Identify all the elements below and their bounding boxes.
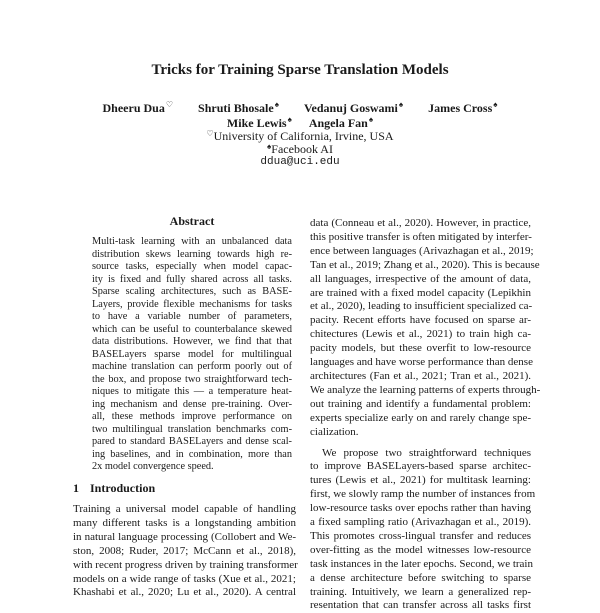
text-line: are trained with a fixed model capacity (Lepikhin [310, 286, 531, 299]
author-list-row-1 [0, 100, 600, 116]
abstract-body [92, 236, 292, 474]
text-line: This promotes cross-lingual transfer and reduces [310, 529, 531, 542]
text-line: two multilingual translation benchmarks com- [92, 423, 292, 435]
text-line: cialization. [310, 425, 359, 438]
text-line: task instances in the later epochs. Second, we train [310, 557, 533, 570]
text-line: over-fitting as the model witnesses low-resource [310, 543, 531, 556]
text-line: all languages, irrespective of the amount of data, [310, 272, 531, 285]
text-line: pacity. Recent efforts have focused on sparse ar- [310, 314, 531, 327]
text-line: all, these methods improve performance on [92, 411, 292, 422]
text-line: which can be useful to counterbalance skewed [92, 323, 292, 335]
text-line: We analyze the learning patterns of experts through- [310, 383, 541, 396]
text-line: a dense architecture before switching to sparse [310, 571, 531, 584]
author: Dheeru Dua♡ [102, 100, 174, 115]
text-line: a fixed sampling ratio (Arivazhagan et al., 2019). [310, 516, 531, 529]
text-line: first, we slowly ramp the number of instances from [310, 488, 536, 501]
text-line: distribution skews learning towards high re- [92, 248, 292, 260]
text-line: with recent progress driven by training transformer [73, 558, 298, 571]
text-line: to have a variable number of parameters, [92, 311, 292, 322]
text-line: Layers, provide flexible mechanisms for tasks [92, 298, 292, 310]
text-line: BASELayers sparse model for multilingual [92, 348, 292, 360]
text-line: We propose two straightforward techniques [322, 446, 531, 459]
text-line: low-resource tasks over epochs rather than having [310, 502, 531, 515]
text-line: et al., 2020), leading to insufficient specialized ca- [310, 300, 533, 313]
right-column-body [310, 217, 541, 613]
abstract-heading: Abstract [169, 214, 215, 228]
paper-title: Tricks for Training Sparse Translation Models [151, 62, 449, 78]
text-line: machine translation can perform poorly out of [92, 361, 292, 372]
paragraph-gap [310, 440, 531, 447]
text-line: ing baselines, and in combination, more than [92, 448, 292, 460]
introduction-body [73, 503, 296, 600]
text-line: ston, 2008; Ruder, 2017; McCann et al., 2018), [73, 544, 296, 557]
text-line: Multi-task learning with an unbalanced data [92, 236, 292, 247]
text-line: source tasks, especially when model capac- [92, 261, 292, 272]
text-line: out training and identify a fundamental problem: [310, 397, 531, 410]
text-line: Training a universal model capable of handling [73, 503, 296, 515]
text-line: to improve BASELayers-based sparse architec- [310, 460, 531, 473]
text-line: tures (Lewis et al., 2021) for multitask learning: [310, 474, 531, 487]
text-line: data (Conneau et al., 2020). However, in practice, [310, 217, 531, 229]
text-line: architectures (Fan et al., 2021; Tran et al., 2021). [310, 369, 531, 382]
text-line: chitectures (Lewis et al., 2021) to train high ca- [310, 328, 531, 341]
author: Shruti Bhosale♠ [198, 100, 279, 115]
text-line: Sparse scaling architectures, such as BASE- [92, 286, 292, 297]
author: Mike Lewis♠ [226, 115, 292, 130]
text-line: many different tasks is a longstanding ambition [73, 516, 296, 529]
section-heading-introduction: 1 Introduction [73, 481, 156, 495]
text-line: languages and have worse performance than dense [310, 356, 533, 369]
author: Angela Fan♠ [308, 115, 374, 130]
text-line: the box, and propose two straightforward tech- [92, 373, 292, 385]
text-line: 2x model convergence speed. [92, 461, 214, 472]
text-line: pacity models, but these overfit to low-resource [310, 342, 531, 355]
author: James Cross♠ [428, 100, 498, 115]
author-email: ddua@uci.edu [260, 156, 340, 168]
text-line: Khashabi et al., 2020; Lu et al., 2020). A central [73, 586, 296, 599]
text-line: data distributions. However, we find that that [92, 336, 292, 347]
text-line: resentation that can transfer across all tasks first [310, 599, 531, 612]
text-line: this positive transfer is often mitigated by interfer- [310, 230, 532, 243]
text-line: training. Intuitively, we learn a generalized rep- [310, 585, 531, 598]
text-line: models on a wide range of tasks (Xue et al., 2021; [73, 572, 296, 585]
affiliation-uci: ♡University of California, Irvine, USA [206, 129, 394, 143]
text-line: in natural language processing (Collobert and We- [73, 530, 296, 543]
text-line: ence between languages (Arivazhagan et al., 2019; [310, 244, 534, 257]
text-line: pared to standard BASELayers and dense scal- [92, 436, 292, 447]
text-line: experts specialize early on and rarely change spe- [310, 411, 531, 424]
text-line: niques to mitigate this — a temperature heat- [92, 386, 292, 397]
text-line: Tan et al., 2019; Zhang et al., 2020). This is because [310, 258, 540, 271]
text-line: ing mechanism and dense pre-training. Over- [92, 398, 292, 410]
affiliation-facebook: ♠Facebook AI [267, 142, 333, 156]
text-line: ity is fixed and fully shared across all tasks. [92, 273, 292, 285]
author: Vedanuj Goswami♠ [303, 100, 404, 115]
